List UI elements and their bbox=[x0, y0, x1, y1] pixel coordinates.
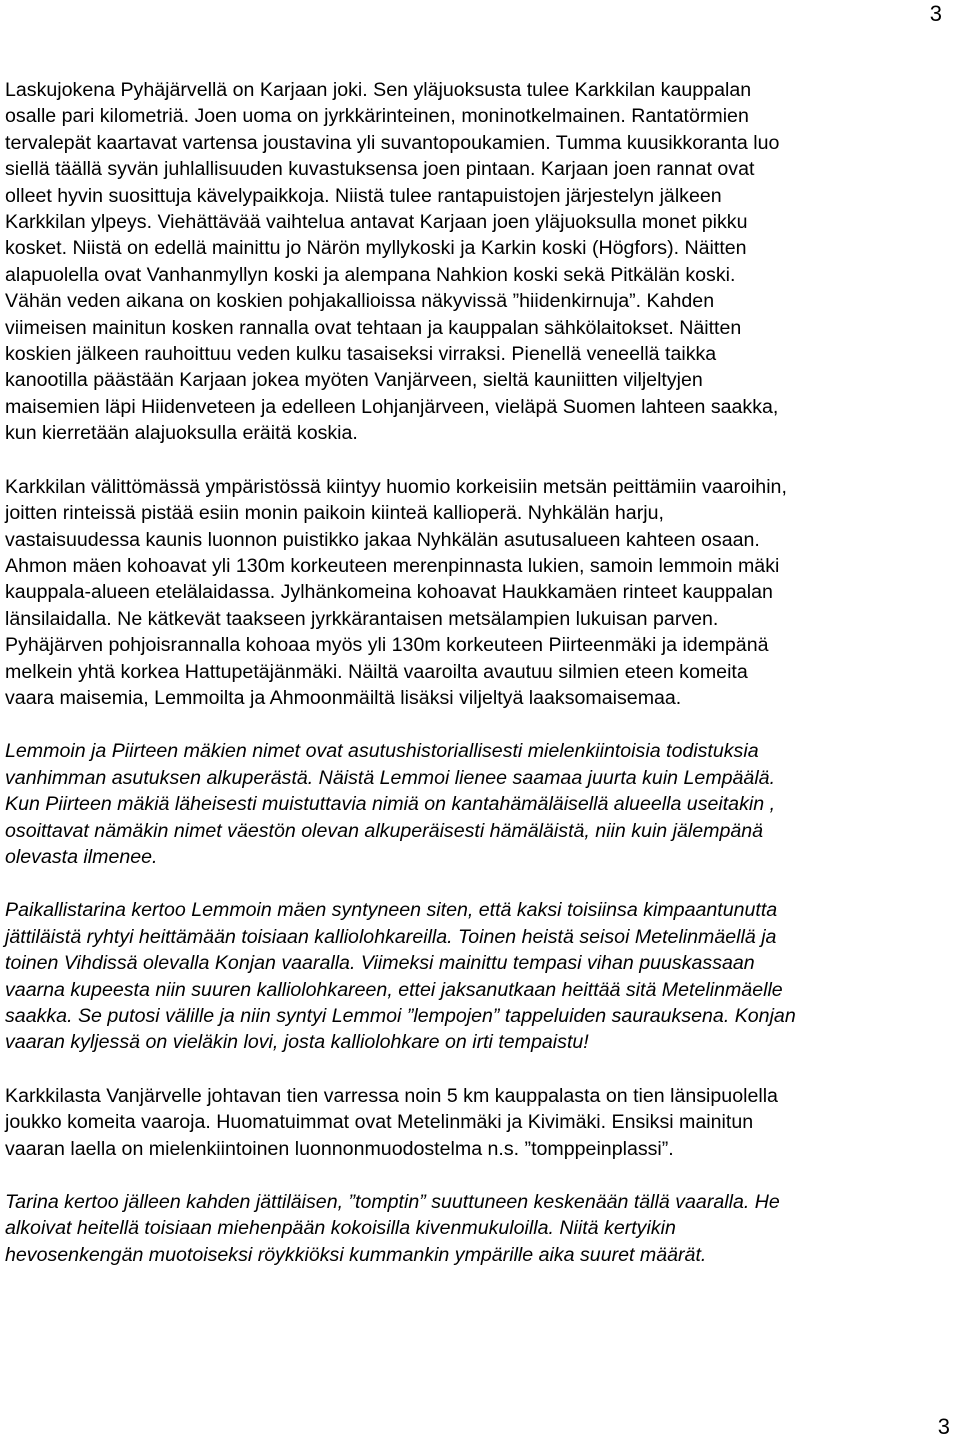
paragraph-karjaan-joki: Laskujokena Pyhäjärvellä on Karjaan joki. Sen yläjuoksusta tulee Karkkilan kauppalan osalle pari kilometriä. Joen uoma on jyrkkärinteinen, moninotkelmainen. Rantatörmien tervalepät kaartavat vartensa joustavina yli suvantopoukamien. Tumma kuusikkoranta luo siellä täällä syvän juhlallisuuden kuvastuksensa joen pintaan. Karjaan joen rannat ovat olleet hyvin suosittuja kävelypaikkoja. Niistä tulee rantapuistojen järjestelyn jälkeen Karkkilan ylpeys. Viehättävää vaihtelua antavat Karjaan joen yläjuoksulla monet pikku kosket. Niistä on edellä mainittu jo Närön myllykoski ja Karkin koski (Högfors). Näitten alapuolella ovat Vanhanmyllyn koski ja alempana Nahkion koski sekä Pitkälän koski. Vähän veden aikana on koskien pohjakallioissa näkyvissä ”hiidenkirnuja”. Kahden viimeisen mainitun kosken rannalla ovat tehtaan ja kauppalan sähkölaitokset. Näitten koskien jälkeen rauhoittuu veden kulku tasaiseksi virraksi. Pienellä veneellä taikka kanootilla päästään Karjaan jokea myöten Vanjärveen, sieltä kauniitten viljeltyjen maisemien läpi Hiidenveteen ja edelleen Lohjanjärveen, vieläpä Suomen lahteen saakka, kun kierretään alajuoksulla eräitä koskia. bbox=[5, 79, 780, 445]
page-number-top: 3 bbox=[929, 1, 942, 26]
paragraph-paikallistarina-lemmoi: Paikallistarina kertoo Lemmoin mäen syntyneen siten, että kaksi toisiinsa kimpaantunutta jättiläistä ryhtyi heittämään toisiaan kalliolohkareilla. Toinen heistä seisoi Metelinmäellä ja toinen Vihdissä olevalla Konjan vaaralla. Viimeksi mainittu tempasi vihan puuskassaan vaarna kupeesta niin suuren kalliolohkareen, ettei jaksanutkaan heittää sitä Metelinmäelle saakka. Se putosi välille ja niin syntyi Lemmoi ”lempojen” tappeluiden saurauksena. Konjan vaaran kyljessä on vieläkin lovi, josta kalliolohkare on irti tempaistu! bbox=[5, 899, 796, 1054]
paragraph-vanjarven-tie: Karkkilasta Vanjärvelle johtavan tien varressa noin 5 km kauppalasta on tien länsipuolella joukko komeita vaaroja. Huomatuimmat ovat Metelinmäki ja Kivimäki. Ensiksi mainitun vaaran laella on mielenkiintoinen luonnonmuodostelma n.s. ”tomppeinplassi”. bbox=[5, 1084, 778, 1160]
paragraph-lemmoin-piirteen-nimet: Lemmoin ja Piirteen mäkien nimet ovat asutushistoriallisesti mielenkiintoisia todistuksia vanhimman asutuksen alkuperästä. Näistä Lemmoi lienee saamaa juurta kuin Lempäälä. Kun Piirteen mäkiä läheisesti muistuttavia nimiä on kantahämäläisellä alueella useitakin , osoittavat nämäkin nimet väestön olevan alkuperäisesti hämäläistä, niin kuin jälempänä olevasta ilmenee. bbox=[5, 740, 776, 868]
page-number-bottom: 3 bbox=[937, 1414, 950, 1439]
paragraph-tarina-tomptit: Tarina kertoo jälleen kahden jättiläisen, ”tomptin” suuttuneen keskenään tällä vaaralla. He alkoivat heitellä toisiaan miehenpään kokoisilla kivenmukuloilla. Niitä kertyikin hevosenkengän muotoiseksi röykkiöksi kummankin ympärille aika suuret määrät. bbox=[5, 1191, 780, 1266]
document-body bbox=[5, 77, 951, 1268]
paragraph-karkkilan-ymparisto: Karkkilan välittömässä ympäristössä kiintyy huomio korkeisiin metsän peittämiin vaaroihin, joitten rinteissä pistää esiin monin paikoin kiinteä kallioperä. Nyhkälän harju, vastaisuudessa kaunis luonnon puistikko jakaa Nyhkälän asutusalueen kahteen osaan. Ahmon mäen kohoavat yli 130m korkeuteen merenpinnasta lukien, samoin lemmoin mäki kauppala-alueen etelälaidassa. Jylhänkomeina kohoavat Haukkamäen rinteet kauppalan länsilaidalla. Ne kätkevät taakseen jyrkkärantaisen metsälampien lukuisan parven. Pyhäjärven pohjoisrannalla kohoaa myös yli 130m korkeuteen Piirteenmäki ja idempänä melkein yhtä korkea Hattupetäjänmäki. Näiltä vaaroilta avautuu silmien eteen komeita vaara maisemia, Lemmoilta ja Ahmoonmäiltä lisäksi viljeltyä laaksomaisemaa. bbox=[5, 475, 787, 709]
